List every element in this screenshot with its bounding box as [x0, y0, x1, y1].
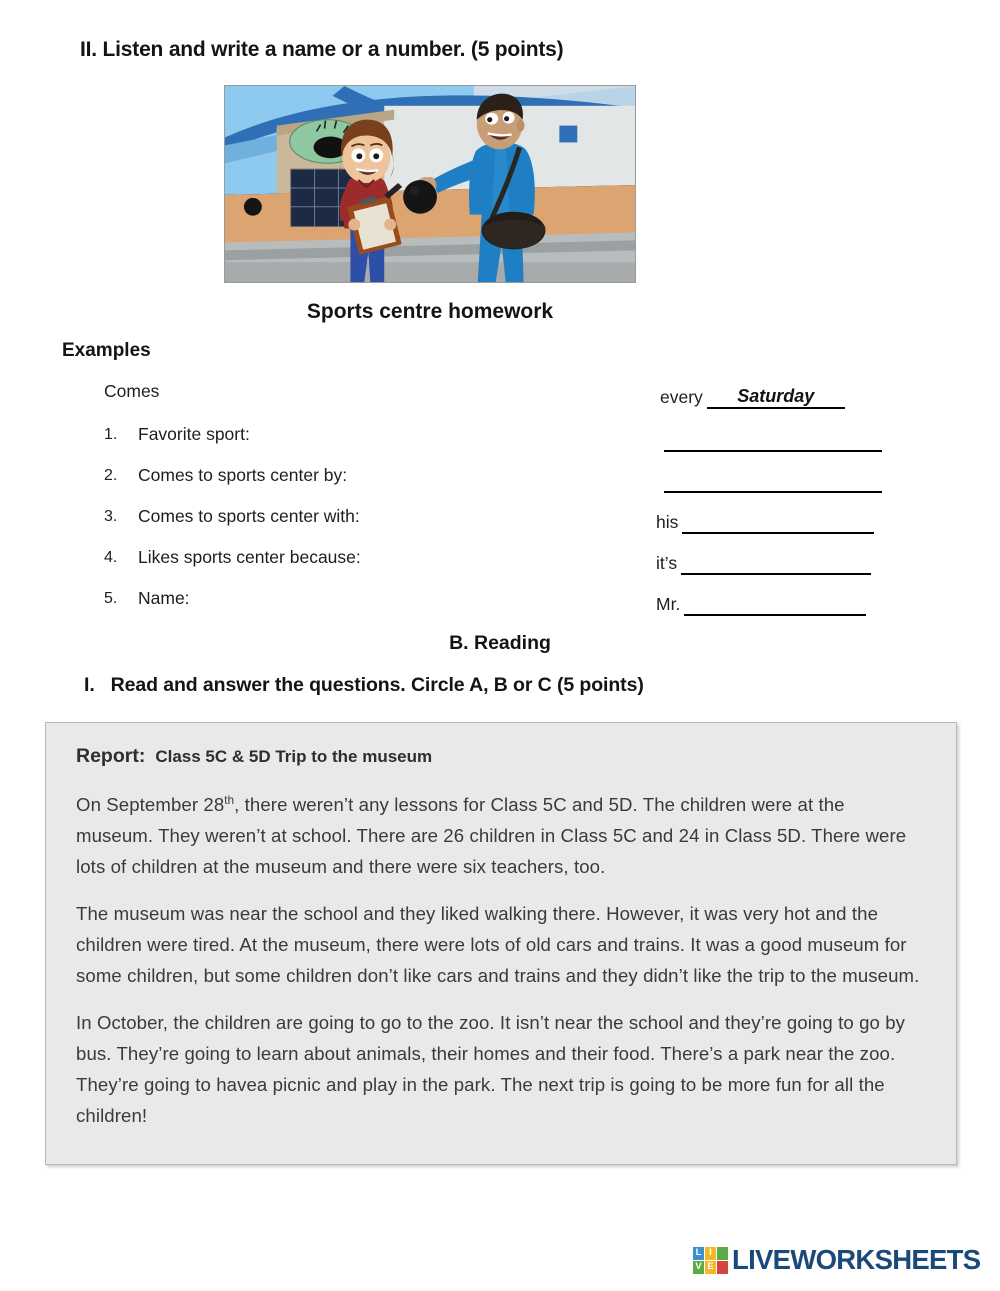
logo-tile: L	[693, 1247, 704, 1260]
liveworksheets-wordmark: LIVEWORKSHEETS	[732, 1244, 981, 1276]
item-number: 1.	[104, 426, 118, 443]
item-answer-field[interactable]	[660, 465, 882, 493]
item-answer-field[interactable]	[656, 506, 874, 534]
item-number: 5.	[104, 590, 118, 607]
logo-tile: E	[705, 1261, 716, 1274]
liveworksheets-logo-icon	[693, 1247, 728, 1274]
item-answer-prefix: his	[656, 511, 679, 532]
item-answer-prefix: it’s	[656, 552, 678, 573]
reading-passage-box	[45, 722, 957, 1165]
report-paragraph-2: The museum was near the school and they liked walking there. However, it was very hot and the children were tired. At the museum, there were lots of old cars and trains. It was a good museum for some children, but some children don’t like cars and trains and they didn’t like the trip to the museum.	[76, 903, 920, 987]
example-label: Comes	[104, 381, 160, 401]
sports-centre-illustration	[224, 85, 636, 283]
listening-item-2	[104, 465, 904, 495]
answer-blank-line[interactable]	[681, 573, 871, 575]
report-subject: Class 5C & 5D Trip to the museum	[155, 747, 433, 766]
answer-blank-line[interactable]	[664, 491, 882, 493]
answer-blank-line[interactable]	[664, 450, 882, 452]
report-paragraph-1	[76, 786, 926, 882]
item-answer-field[interactable]	[660, 424, 882, 452]
item-number: 3.	[104, 508, 118, 525]
item-number: 4.	[104, 549, 118, 566]
item-answer-field[interactable]	[656, 547, 871, 575]
item-number: 2.	[104, 467, 118, 484]
item-answer-prefix: Mr.	[656, 593, 681, 614]
answer-blank-line[interactable]	[684, 614, 866, 616]
listening-task-heading: II. Listen and write a name or a number. (5 points)	[80, 38, 564, 61]
paragraph-1-part-b: , there weren’t any lessons for Class 5C and 5D. The children were at the museum. They weren’t at school. There are 26 children in Class 5C and 24 in Class 5D. There were lots of children at the museum and there were six teachers, too.	[76, 794, 907, 878]
report-title	[76, 745, 926, 768]
example-answer-prefix: every	[660, 386, 703, 407]
illustration-graphic	[225, 86, 635, 282]
paragraph-1-part-a: On September 28	[76, 794, 225, 816]
listening-item-1	[104, 424, 904, 454]
item-label: Favorite sport:	[138, 424, 250, 444]
item-answer-field[interactable]	[656, 588, 866, 616]
task-numeral: I.	[84, 674, 95, 696]
item-label: Likes sports center because:	[138, 547, 361, 567]
illustration-caption: Sports centre homework	[306, 300, 554, 323]
report-paragraph-3: In October, the children are going to go to the zoo. It isn’t near the school and they’re going to go by bus. They’re going to learn about animals, their homes and their food. There’s a park near the zoo. They’re going to havea picnic and play in the park. The next trip is going to be more fun for all the children!	[76, 1012, 906, 1127]
liveworksheets-logo	[693, 1243, 980, 1277]
logo-tile: V	[693, 1261, 704, 1274]
example-answer-value: Saturday	[707, 386, 845, 409]
report-label: Report:	[76, 745, 146, 767]
listening-item-4	[104, 547, 904, 577]
task-heading-text: Read and answer the questions. Circle A, B or C (5 points)	[110, 674, 644, 696]
item-label: Comes to sports center with:	[138, 506, 360, 526]
item-label: Comes to sports center by:	[138, 465, 348, 485]
answer-blank-line[interactable]	[682, 532, 874, 534]
listening-item-5	[104, 588, 904, 618]
reading-task-heading	[84, 674, 644, 697]
logo-tile: I	[705, 1247, 716, 1260]
logo-tile	[717, 1247, 728, 1260]
listening-item-3	[104, 506, 904, 536]
example-row	[104, 381, 904, 411]
ordinal-suffix: th	[224, 795, 235, 807]
item-label: Name:	[138, 588, 190, 608]
reading-section-heading: B. Reading	[449, 632, 551, 654]
example-answer	[660, 381, 845, 409]
examples-label: Examples	[62, 340, 151, 361]
logo-tile	[717, 1261, 728, 1274]
